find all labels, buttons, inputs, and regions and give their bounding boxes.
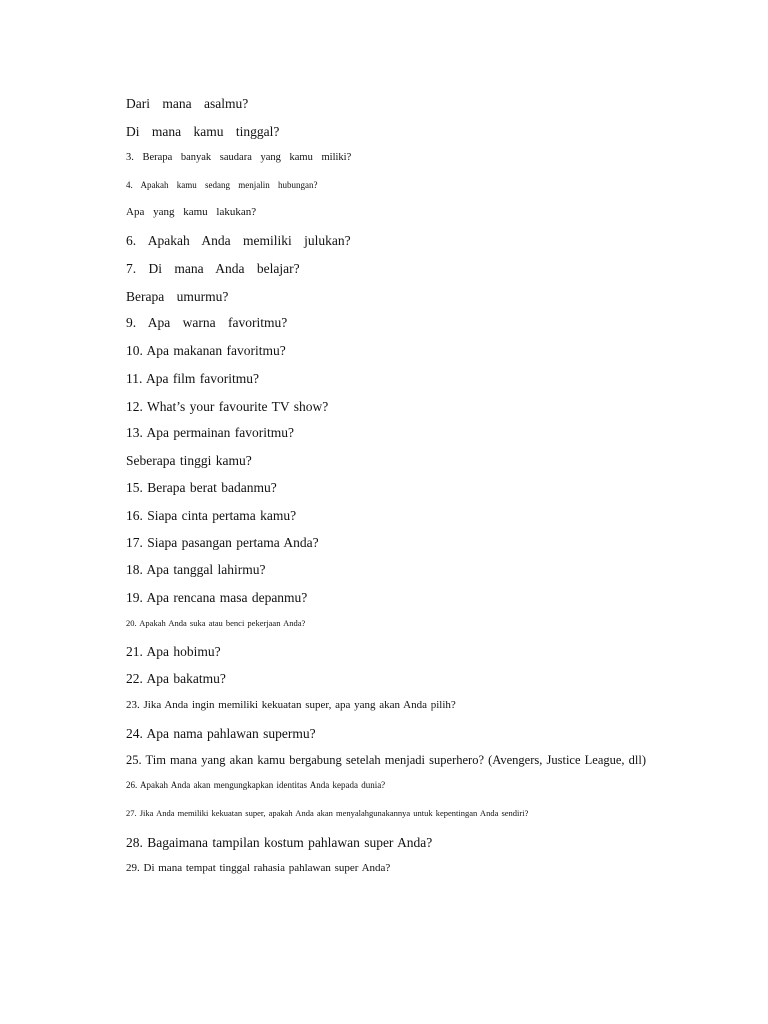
question-29: 29. Di mana tempat tinggal rahasia pahlawan super Anda? bbox=[126, 862, 391, 874]
question-18: 18. Apa tanggal lahirmu? bbox=[126, 562, 266, 577]
question-3: 3. Berapa banyak saudara yang kamu miliki? bbox=[126, 152, 352, 163]
question-25: 25. Tim mana yang akan kamu bergabung setelah menjadi superhero? (Avengers, Justice League, dll) bbox=[126, 753, 647, 767]
question-19: 19. Apa rencana masa depanmu? bbox=[126, 590, 308, 605]
question-7: 7. Di mana Anda belajar? bbox=[126, 261, 300, 276]
question-5: Apa yang kamu lakukan? bbox=[126, 206, 257, 218]
question-27: 27. Jika Anda memiliki kekuatan super, apakah Anda akan menyalahgunakannya untuk kepentingan Anda sendiri? bbox=[126, 808, 529, 818]
question-26: 26. Apakah Anda akan mengungkapkan identitas Anda kepada dunia? bbox=[126, 780, 386, 790]
question-13: 13. Apa permainan favoritmu? bbox=[126, 425, 294, 440]
question-24: 24. Apa nama pahlawan supermu? bbox=[126, 726, 316, 741]
question-20: 20. Apakah Anda suka atau benci pekerjaan Anda? bbox=[126, 618, 306, 628]
question-17: 17. Siapa pasangan pertama Anda? bbox=[126, 535, 319, 550]
question-23: 23. Jika Anda ingin memiliki kekuatan super, apa yang akan Anda pilih? bbox=[126, 699, 456, 711]
question-14: Seberapa tinggi kamu? bbox=[126, 453, 252, 468]
question-11: 11. Apa film favoritmu? bbox=[126, 371, 259, 386]
question-4: 4. Apakah kamu sedang menjalin hubungan? bbox=[126, 180, 318, 190]
question-12: 12. What’s your favourite TV show? bbox=[126, 399, 329, 414]
question-10: 10. Apa makanan favoritmu? bbox=[126, 343, 286, 358]
question-16: 16. Siapa cinta pertama kamu? bbox=[126, 508, 297, 523]
question-15: 15. Berapa berat badanmu? bbox=[126, 480, 277, 495]
question-21: 21. Apa hobimu? bbox=[126, 644, 221, 659]
question-9: 9. Apa warna favoritmu? bbox=[126, 315, 288, 330]
question-28: 28. Bagaimana tampilan kostum pahlawan super Anda? bbox=[126, 835, 433, 850]
question-8: Berapa umurmu? bbox=[126, 289, 229, 304]
question-6: 6. Apakah Anda memiliki julukan? bbox=[126, 233, 351, 248]
question-22: 22. Apa bakatmu? bbox=[126, 671, 226, 686]
question-1: Dari mana asalmu? bbox=[126, 96, 249, 111]
question-2: Di mana kamu tinggal? bbox=[126, 124, 280, 139]
